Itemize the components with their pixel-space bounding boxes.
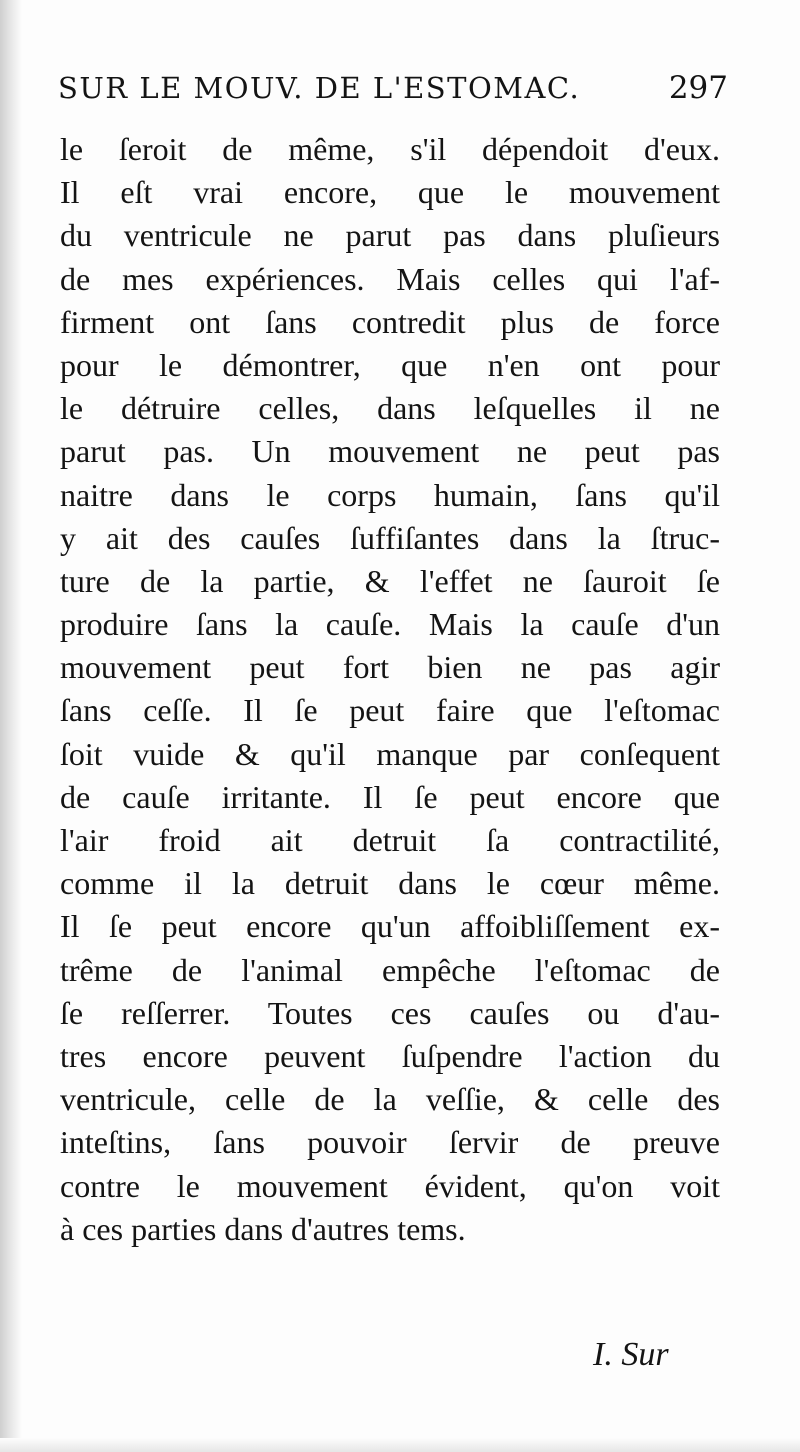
binding-shadow xyxy=(0,0,22,1452)
text-line: ſe reſſerrer. Toutes ces cauſes ou d'au- xyxy=(60,994,720,1031)
text-line: Il ſe peut encore qu'un affoibliſſement ex- xyxy=(60,908,720,945)
text-line: pour le démontrer, que n'en ont pour xyxy=(60,346,720,383)
text-line: comme il la detruit dans le cœur même. xyxy=(60,865,720,902)
text-line: contre le mouvement évident, qu'on voit xyxy=(60,1167,720,1204)
text-line: tres encore peuvent ſuſpendre l'action du xyxy=(60,1037,720,1074)
text-line: produire ſans la cauſe. Mais la cauſe d'un xyxy=(60,606,720,643)
text-line: ture de la partie, & l'effet ne ſauroit ſe xyxy=(60,562,720,599)
text-line: ventricule, celle de la veſſie, & celle des xyxy=(60,1081,720,1118)
text-line: le détruire celles, dans leſquelles il ne xyxy=(60,390,720,427)
text-line: de mes expériences. Mais celles qui l'af- xyxy=(60,260,720,297)
text-line: inteſtins, ſans pouvoir ſervir de preuve xyxy=(60,1124,720,1161)
text-line: du ventricule ne parut pas dans pluſieurs xyxy=(60,217,720,254)
text-line: naitre dans le corps humain, ſans qu'il xyxy=(60,476,720,513)
text-line: parut pas. Un mouvement ne peut pas xyxy=(60,433,720,470)
text-line: de cauſe irritante. Il ſe peut encore que xyxy=(60,778,720,815)
running-title: SUR LE MOUV. DE L'ESTOMAC. xyxy=(58,71,581,105)
running-head xyxy=(58,70,728,114)
text-line: firment ont ſans contredit plus de force xyxy=(60,303,720,340)
text-line: mouvement peut fort bien ne pas agir xyxy=(60,649,720,686)
text-line: y ait des cauſes ſuffiſantes dans la ſtruc- xyxy=(60,519,720,556)
catchword: I. Sur xyxy=(593,1336,669,1373)
text-line: le ſeroit de même, s'il dépendoit d'eux. xyxy=(60,131,720,167)
text-line-last: à ces parties dans d'autres tems. xyxy=(60,1210,466,1247)
text-line: ſoit vuide & qu'il manque par conſequent xyxy=(60,735,720,772)
body-text xyxy=(60,128,720,1251)
text-line: Il eſt vrai encore, que le mouvement xyxy=(60,174,720,211)
text-line: l'air froid ait detruit ſa contractilité, xyxy=(60,822,720,858)
text-line: ſans ceſſe. Il ſe peut faire que l'eſtomac xyxy=(60,692,720,729)
text-line: trême de l'animal empêche l'eſtomac de xyxy=(60,951,720,988)
page-number: 297 xyxy=(668,70,728,106)
page-bottom-edge xyxy=(0,1438,800,1452)
